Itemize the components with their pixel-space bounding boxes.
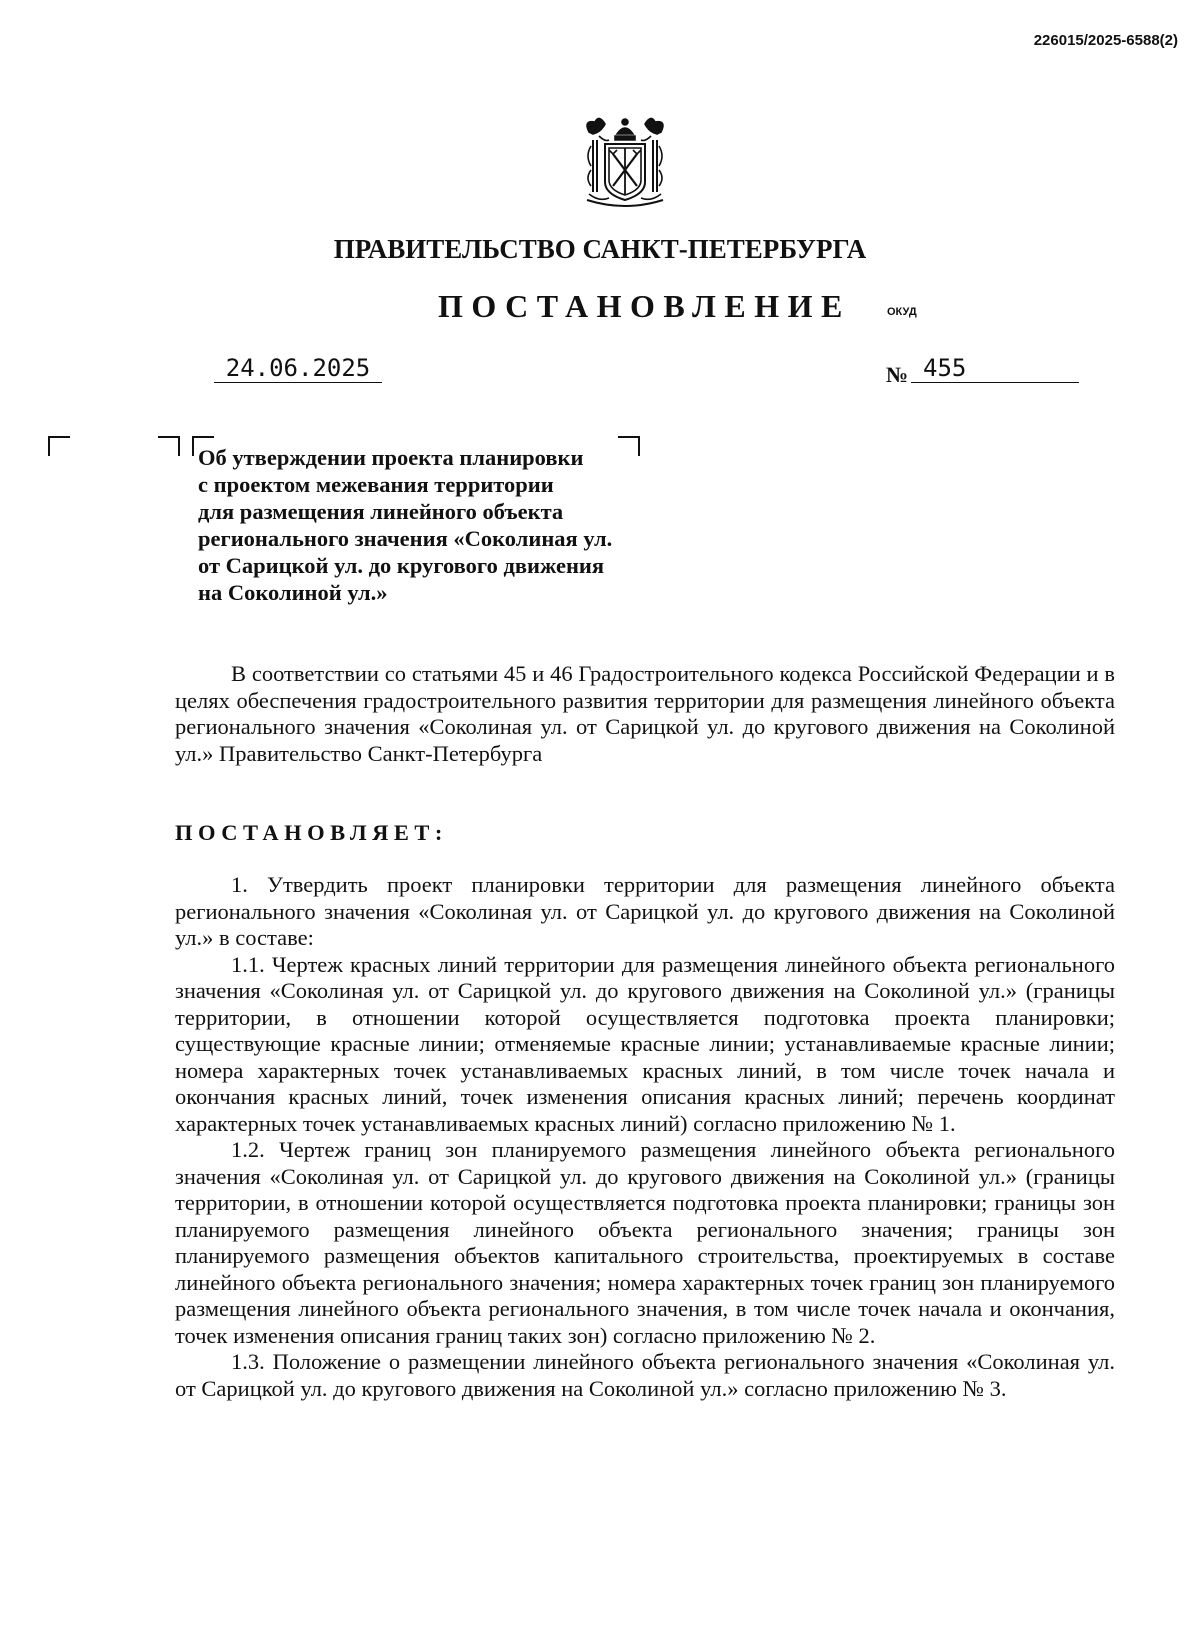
- margin-corner-mark: [48, 436, 70, 456]
- decree-item: 1. Утвердить проект планировки территории для размещения линейного объекта регионального значения «Соколиная ул. от Сарицкой ул. до кругового движения на Соколиной ул.» в составе:: [175, 872, 1115, 950]
- coat-of-arms-icon: [579, 112, 671, 212]
- number-sign: №: [886, 362, 909, 387]
- subject-line: от Сарицкой ул. до кругового движения: [198, 553, 605, 578]
- document-subject: [198, 444, 658, 606]
- subject-line: Об утверждении проекта планировки: [198, 445, 584, 470]
- decree-item: 1.1. Чертеж красных линий территории для размещения линейного объекта регионального значения «Соколиная ул. от Сарицкой ул. до кругового движения на Соколиной ул.» (границы территории, в отношении которой осуществляется подготовка проекта планировки; существующие красные линии; отменяемые красные линии; устанавливаемые красные линии; номера характерных точек устанавливаемых красных линий, в том числе точек начала и окончания красных линий, точек изменения описания красных линий; перечень координат характерных точек устанавливаемых красных линий) согласно приложению № 1.: [175, 951, 1115, 1136]
- organization-title: ПРАВИТЕЛЬСТВО САНКТ-ПЕТЕРБУРГА: [333, 234, 867, 264]
- subject-line: для размещения линейного объекта: [198, 499, 564, 524]
- decree-item: 1.3. Положение о размещении линейного объекта регионального значения «Соколиная ул. от Сарицкой ул. до кругового движения на Соколиной ул.» согласно приложению № 3.: [175, 1349, 1115, 1401]
- preamble-paragraph: В соответствии со статьями 45 и 46 Градостроительного кодекса Российской Федерации и в целях обеспечения градостроительного развития территории для размещения линейного объекта регионального значения «Соколиная ул. от Сарицкой ул. до кругового движения на Соколиной ул.» Правительство Санкт-Петербурга: [175, 661, 1115, 766]
- document-date: 24.06.2025: [214, 354, 382, 383]
- document-type-title: ПОСТАНОВЛЕНИЕ: [438, 288, 851, 324]
- document-registration-id: 226015/2025-6588(2): [1033, 32, 1178, 49]
- decree-item: 1.2. Чертеж границ зон планируемого размещения линейного объекта регионального значения «Соколиная ул. от Сарицкой ул. до кругового движения на Соколиной ул.» (границы территории, в отношении которой осуществляется подготовка проекта планировки; границы зон планируемого размещения линейного объекта регионального значения; границы зон планируемого размещения объектов капитального строительства, проектируемых в составе линейного объекта регионального значения; номера характерных точек границ зон планируемого размещения линейного объекта регионального значения, в том числе точек начала и окончания, точек изменения описания границ таких зон) согласно приложению № 2.: [175, 1137, 1115, 1348]
- subject-line: с проектом межевания территории: [198, 472, 554, 497]
- decree-items: [175, 872, 1115, 1402]
- subject-line: на Соколиной ул.»: [198, 580, 388, 605]
- margin-corner-mark: [158, 436, 180, 456]
- subject-line: регионального значения «Соколиная ул.: [198, 526, 613, 551]
- decree-heading: ПОСТАНОВЛЯЕТ:: [175, 820, 448, 845]
- document-number: 455: [911, 354, 1079, 383]
- okud-label: ОКУД: [887, 306, 917, 318]
